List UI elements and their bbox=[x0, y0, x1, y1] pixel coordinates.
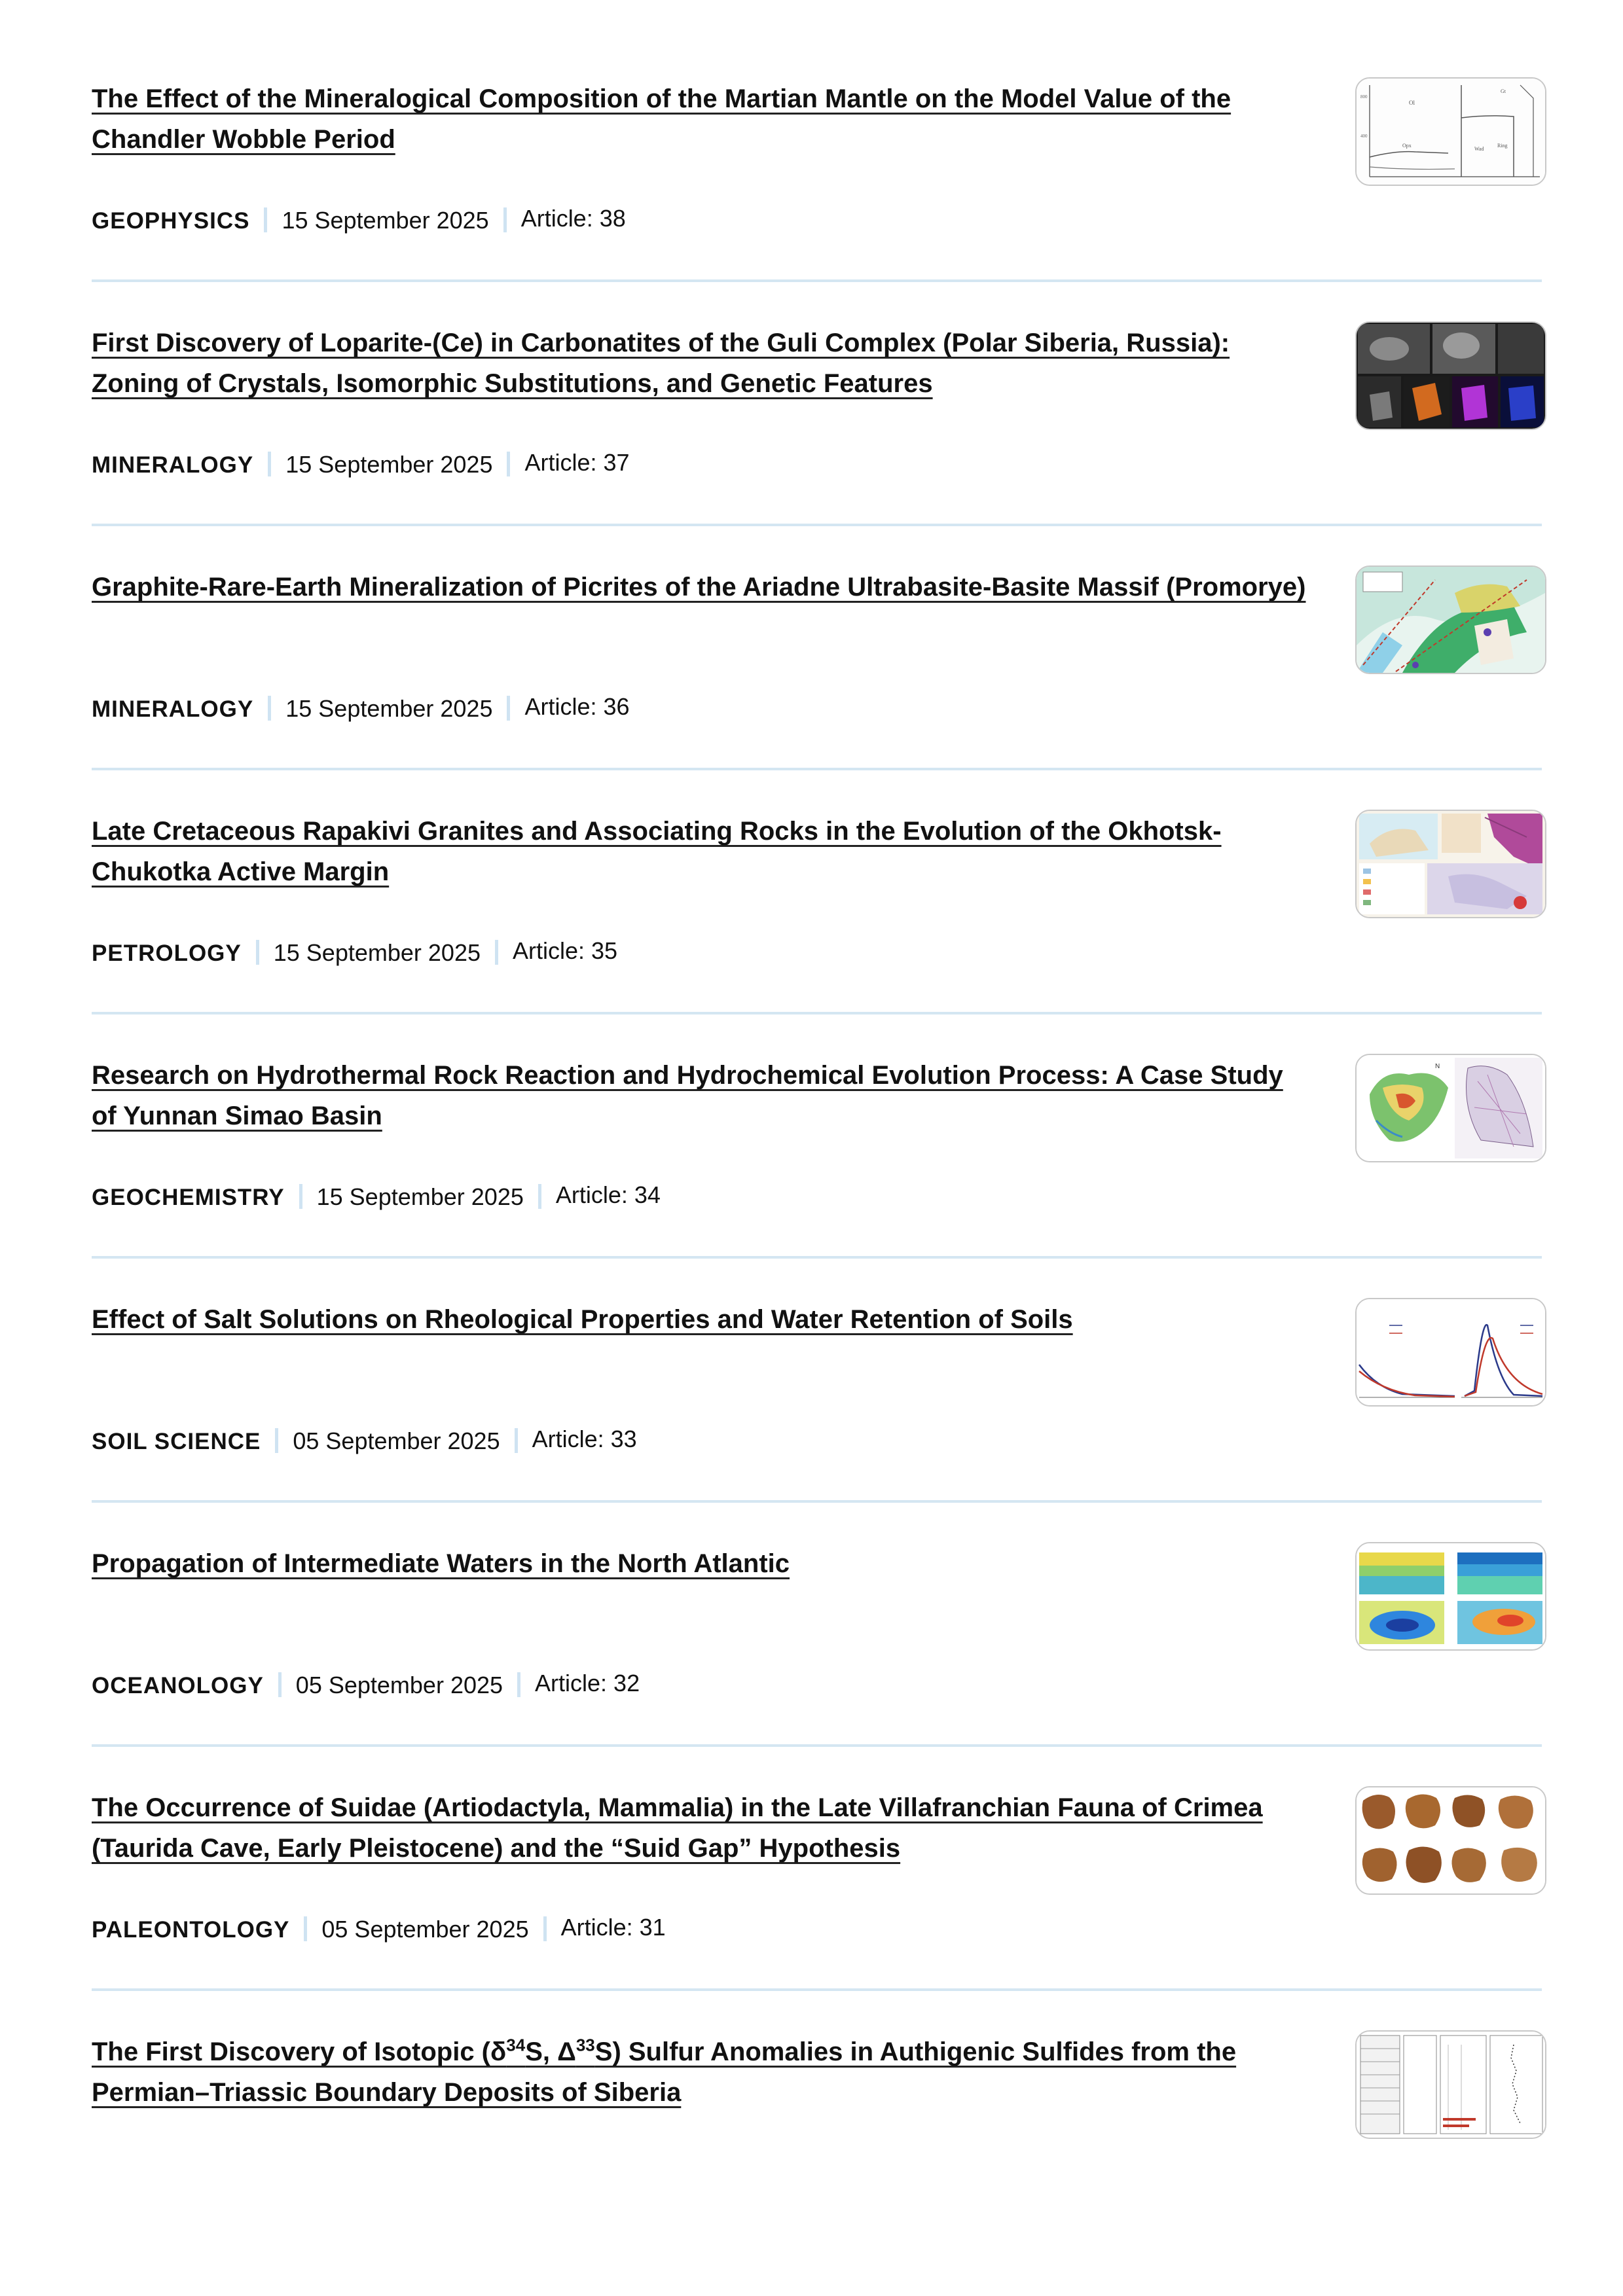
article-category[interactable]: MINERALOGY bbox=[92, 452, 254, 478]
svg-text:N: N bbox=[1435, 1063, 1440, 1070]
title-superscript: 34 bbox=[506, 2035, 526, 2055]
basin-map-thumbnail[interactable] bbox=[1355, 1054, 1546, 1162]
crystal-mapping-thumbnail[interactable] bbox=[1355, 321, 1546, 430]
article-number: Article: 37 bbox=[524, 449, 630, 476]
svg-text:800: 800 bbox=[1360, 94, 1368, 99]
article-number: Article: 34 bbox=[555, 1181, 661, 1208]
title-part: S, Δ bbox=[525, 2037, 576, 2066]
title-part: S) Sulfur Anomalies in Authigenic Sulfides from the Permian–Triassic Boundary Deposits of Siberia bbox=[92, 2037, 1237, 2107]
meta-separator bbox=[517, 1672, 520, 1697]
meta-separator bbox=[275, 1428, 278, 1453]
article-category[interactable]: PETROLOGY bbox=[92, 941, 242, 966]
article-number: Article: 35 bbox=[512, 937, 618, 964]
article-item bbox=[92, 1953, 1542, 2197]
article-date: 15 September 2025 bbox=[273, 939, 481, 966]
meta-separator bbox=[256, 940, 259, 965]
geological-map-thumbnail[interactable] bbox=[1355, 565, 1546, 674]
meta-separator bbox=[264, 207, 267, 232]
article-date: 05 September 2025 bbox=[293, 1427, 500, 1454]
article-number: Article: 38 bbox=[520, 205, 626, 232]
meta-separator bbox=[304, 1916, 307, 1941]
article-item bbox=[92, 1709, 1542, 1953]
article-meta bbox=[92, 448, 630, 480]
article-meta bbox=[92, 692, 630, 724]
article-category[interactable]: OCEANOLOGY bbox=[92, 1673, 264, 1698]
article-item bbox=[92, 732, 1542, 977]
article-date: 05 September 2025 bbox=[321, 1916, 529, 1943]
meta-separator bbox=[543, 1916, 547, 1941]
article-number: Article: 36 bbox=[524, 693, 630, 720]
svg-text:Wad: Wad bbox=[1474, 146, 1484, 152]
svg-text:400: 400 bbox=[1360, 134, 1368, 139]
article-title-link[interactable] bbox=[92, 2032, 1309, 2113]
article-item bbox=[92, 0, 1542, 244]
article-category[interactable]: SOIL SCIENCE bbox=[92, 1429, 261, 1454]
article-meta bbox=[92, 937, 617, 968]
meta-separator bbox=[507, 696, 510, 721]
article-category[interactable]: GEOCHEMISTRY bbox=[92, 1185, 285, 1210]
svg-text:Opx: Opx bbox=[1402, 143, 1412, 149]
article-date: 15 September 2025 bbox=[282, 207, 489, 234]
article-date: 15 September 2025 bbox=[285, 695, 493, 722]
meta-separator bbox=[495, 940, 498, 965]
meta-separator bbox=[278, 1672, 282, 1697]
svg-text:Ring: Ring bbox=[1497, 143, 1508, 149]
article-item bbox=[92, 1465, 1542, 1709]
article-date: 15 September 2025 bbox=[285, 451, 493, 478]
article-date: 15 September 2025 bbox=[316, 1183, 524, 1210]
article-category[interactable]: MINERALOGY bbox=[92, 696, 254, 722]
article-number: Article: 32 bbox=[535, 1670, 640, 1696]
article-meta bbox=[92, 1669, 640, 1700]
article-meta bbox=[92, 1913, 666, 1945]
article-title-link[interactable]: Graphite-Rare-Earth Mineralization of Picrites of the Ariadne Ultrabasite-Basite Massif (Promorye) bbox=[92, 573, 1306, 601]
curve-plot-thumbnail[interactable] bbox=[1355, 1298, 1546, 1407]
article-title-link[interactable]: The Occurrence of Suidae (Artiodactyla, Mammalia) in the Late Villafranchian Fauna of Crimea (Taurida Cave, Early Pleistocene) and the “Suid Gap” Hypothesis bbox=[92, 1793, 1263, 1863]
meta-separator bbox=[538, 1184, 541, 1209]
meta-separator bbox=[503, 207, 507, 232]
article-title-link[interactable]: Effect of Salt Solutions on Rheological Properties and Water Retention of Soils bbox=[92, 1305, 1073, 1334]
svg-text:Ol: Ol bbox=[1409, 99, 1415, 106]
phase-diagram-thumbnail[interactable] bbox=[1355, 77, 1546, 186]
article-number: Article: 31 bbox=[560, 1914, 666, 1941]
title-part: The First Discovery of Isotopic (δ bbox=[92, 2037, 507, 2066]
ocean-section-thumbnail[interactable] bbox=[1355, 1542, 1546, 1651]
regional-map-thumbnail[interactable] bbox=[1355, 810, 1546, 918]
meta-separator bbox=[515, 1428, 518, 1453]
article-title-link[interactable]: First Discovery of Loparite-(Ce) in Carbonatites of the Guli Complex (Polar Siberia, Russia): Zoning of Crystals, Isomorphic Substitutions, and Genetic Features bbox=[92, 329, 1230, 398]
article-item bbox=[92, 1221, 1542, 1465]
article-meta bbox=[92, 204, 626, 236]
article-title-link[interactable]: Research on Hydrothermal Rock Reaction and Hydrochemical Evolution Process: A Case Study of Yunnan Simao Basin bbox=[92, 1061, 1283, 1130]
meta-separator bbox=[507, 452, 510, 476]
meta-separator bbox=[268, 452, 271, 476]
article-category[interactable]: GEOPHYSICS bbox=[92, 208, 250, 234]
article-item bbox=[92, 244, 1542, 488]
article-item bbox=[92, 488, 1542, 732]
meta-separator bbox=[299, 1184, 302, 1209]
meta-separator bbox=[268, 696, 271, 721]
title-superscript: 33 bbox=[575, 2035, 595, 2055]
fossil-teeth-thumbnail[interactable] bbox=[1355, 1786, 1546, 1895]
stratigraphic-column-thumbnail[interactable] bbox=[1355, 2030, 1546, 2139]
article-title-link[interactable]: Late Cretaceous Rapakivi Granites and Associating Rocks in the Evolution of the Okhotsk-Chukotka Active Margin bbox=[92, 817, 1222, 886]
article-number: Article: 33 bbox=[532, 1426, 637, 1452]
article-meta bbox=[92, 1425, 637, 1456]
svg-text:Gt: Gt bbox=[1501, 88, 1506, 94]
article-title-link[interactable]: Propagation of Intermediate Waters in the North Atlantic bbox=[92, 1549, 790, 1578]
article-date: 05 September 2025 bbox=[295, 1672, 503, 1698]
article-title-link[interactable]: The Effect of the Mineralogical Composition of the Martian Mantle on the Model Value of the Chandler Wobble Period bbox=[92, 84, 1231, 154]
article-meta bbox=[92, 1181, 661, 1212]
article-category[interactable]: PALEONTOLOGY bbox=[92, 1917, 290, 1943]
article-item bbox=[92, 977, 1542, 1221]
